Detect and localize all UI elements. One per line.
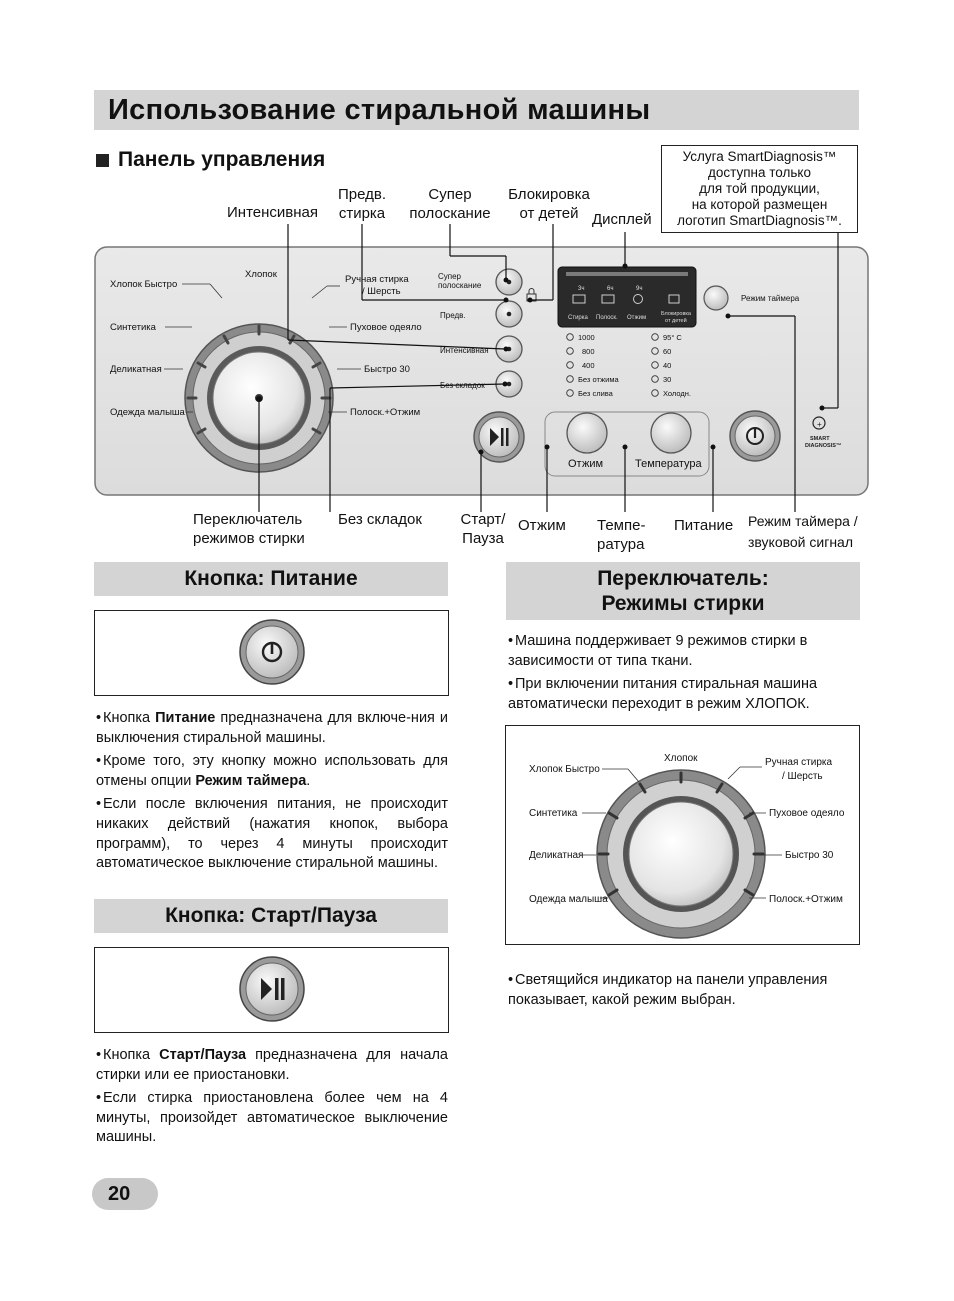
label-intensive: Интенсивная [227, 204, 318, 221]
label-child-lock: Блокировка от детей [508, 186, 590, 222]
label-power: Питание [674, 517, 734, 534]
spin-none: Без отжима [578, 375, 619, 384]
start-button-box [94, 947, 449, 1033]
label-super-rinse: Супер полоскание [409, 186, 491, 222]
spin-button-label: Отжим [568, 458, 604, 470]
label-start-pause: Старт/ Пауза [460, 511, 506, 547]
spin-no-drain: Без слива [578, 389, 613, 398]
display-step-wash: Стирка [568, 315, 588, 321]
display-time-9: 9ч [636, 286, 643, 292]
option-super-rinse-text2: полоскание [438, 281, 482, 290]
option-prewash-text: Предв. [440, 311, 466, 320]
spin-1000: 1000 [578, 333, 595, 342]
start-item-1: • Кнопка Старт/Пауза предназначена для начала стирки или ее приостановки. [96, 1047, 448, 1083]
label-spin: Отжим [518, 517, 566, 534]
dial2-wool: / Шерсть [782, 771, 823, 782]
temp-30: 30 [663, 375, 672, 384]
power-item-3: • Если после включения питания, не происходит никаких действий (нажатия кнопок, выбора программ), то через 4 минуты происходит автоматическое выключение стиральной машины. [96, 796, 448, 872]
page-title: Использование стиральной машины [108, 94, 651, 126]
selector-item-1: • Машина поддерживает 9 режимов стирки в зависимости от типа ткани. [508, 633, 808, 669]
selector-description [508, 632, 860, 718]
start-item-2: • Если стирка приостановлена более чем на 4 минуты, произойдет автоматическое выключение машины. [96, 1090, 448, 1146]
program-quick30: Быстро 30 [364, 364, 410, 375]
temp-40: 40 [663, 361, 672, 370]
power-item-1: • Кнопка Питание предназначена для включе-ния и выключения стиральной машины. [96, 710, 448, 746]
dial2-quick30: Быстро 30 [785, 850, 834, 861]
dial2-baby-wear: Одежда малыша [529, 894, 608, 905]
svg-text:от детей: от детей [665, 318, 687, 324]
temp-60: 60 [663, 347, 672, 356]
label-prewash: Предв. стирка [337, 186, 387, 222]
power-icon [237, 617, 307, 687]
program-baby-wear: Одежда малыша [110, 407, 185, 418]
program-cotton: Хлопок [245, 269, 277, 280]
power-description [96, 709, 448, 878]
dial2-synthetic: Синтетика [529, 808, 578, 819]
timer-button-label: Режим таймера [741, 294, 800, 303]
svg-text:DIAGNOSIS™: DIAGNOSIS™ [805, 443, 842, 449]
display-time-3: 3ч [578, 286, 585, 292]
program-dial-box [505, 725, 860, 945]
label-temperature: Темпе- ратура [597, 517, 646, 553]
smartdiagnosis-note: Услуга SmartDiagnosis™ доступна только для той продукции, на которой размещен логотип SmartDiagnosis™. [661, 145, 858, 233]
power-item-2: • Кроме того, эту кнопку можно использовать для отмены опции Режим таймера. [96, 753, 448, 789]
start-description [96, 1046, 448, 1152]
program-duvet: Пуховое одеяло [350, 322, 422, 333]
program-rinse-spin: Полоск.+Отжим [350, 407, 421, 418]
label-no-crease: Без складок [338, 511, 422, 528]
selector-indicator-note [508, 971, 860, 1014]
temp-cold: Холодн. [663, 389, 691, 398]
power-button-box [94, 610, 449, 696]
selector-item-3: • Светящийся индикатор на панели управления показывает, какой режим выбран. [508, 972, 828, 1008]
option-intensive-text: Интенсивная [440, 346, 489, 355]
dial2-duvet: Пуховое одеяло [769, 808, 845, 819]
dial2-cotton-quick: Хлопок Быстро [529, 764, 600, 775]
svg-text:Блокировка: Блокировка [661, 311, 691, 317]
dial2-rinse-spin: Полоск.+Отжим [769, 894, 843, 905]
selector-item-2: • При включении питания стиральная машина автоматически переходит в режим ХЛОПОК. [508, 676, 818, 712]
program-delicate: Деликатная [110, 364, 162, 375]
dial2-handwash: Ручная стирка [765, 757, 833, 768]
temp-95: 95° C [663, 333, 682, 342]
label-timer: Режим таймера / звуковой сигнал [748, 513, 858, 550]
svg-text:SMART: SMART [810, 436, 830, 442]
start-section-heading: Кнопка: Старт/Пауза [94, 899, 448, 933]
option-no-crease-text: Без складок [440, 381, 485, 390]
label-program-selector: Переключатель режимов стирки [193, 511, 305, 547]
selector-section-heading: Переключатель: Режимы стирки [506, 562, 860, 620]
display-step-rinse: Полоск. [596, 315, 618, 321]
section-subtitle: Панель управления [118, 148, 326, 171]
program-dial-illustration [506, 726, 859, 944]
play-pause-icon [237, 954, 307, 1024]
temp-button-label: Температура [635, 458, 702, 470]
svg-text:+: + [817, 420, 822, 429]
dial2-cotton: Хлопок [664, 753, 698, 764]
label-display: Дисплей [592, 211, 652, 228]
dial2-delicate: Деликатная [529, 850, 584, 861]
program-wool: / Шерсть [362, 286, 401, 297]
program-synthetic: Синтетика [110, 322, 156, 333]
spin-800: 800 [582, 347, 595, 356]
program-cotton-quick: Хлопок Быстро [110, 279, 178, 290]
program-handwash: Ручная стирка [345, 274, 409, 285]
display-step-spin: Отжим [627, 315, 647, 321]
display-time-6: 6ч [607, 286, 614, 292]
callout-leader-lines [0, 0, 954, 560]
spin-400: 400 [582, 361, 595, 370]
option-super-rinse-text: Супер [438, 272, 462, 281]
page-number: 20 [108, 1183, 131, 1205]
power-section-heading: Кнопка: Питание [94, 562, 448, 596]
